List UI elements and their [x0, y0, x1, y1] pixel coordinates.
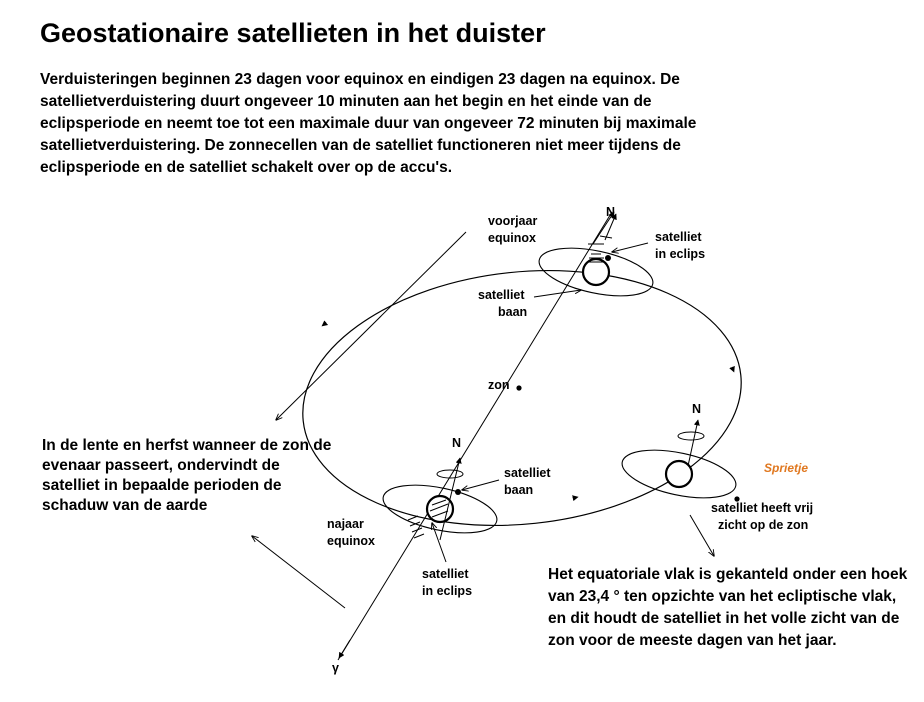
aries-symbol: γ: [332, 661, 339, 675]
orbit-direction-arrow: [322, 315, 336, 326]
orbit-direction-arrow: [726, 352, 734, 372]
spring-equinox-label: equinox: [488, 231, 536, 245]
orbit-label-bottom: baan: [504, 483, 534, 497]
note-left: In de lente en herfst wanneer de zon de evenaar passeert, ondervindt de satelliet in bepaalde perioden de schaduw van de aarde: [42, 437, 332, 514]
eclipse-label-top: satelliet: [655, 230, 702, 244]
page-title: Geostationaire satellieten in het duister: [40, 18, 546, 48]
orbit-label-top: satelliet: [478, 288, 525, 302]
autumn-equinox-label: najaar: [327, 517, 364, 531]
orbit-direction-arrow: [560, 497, 578, 501]
intro-paragraph: Verduisteringen beginnen 23 dagen voor equinox en eindigen 23 dagen na equinox. De satellietverduistering duurt ongeveer 10 minuten aan het begin en het einde van de eclipsperiode en neemt toe tot een maximale duur van ongeveer 72 minuten bij maximale satellietverduistering. De zonnecellen van de satelliet functioneren niet meer tijdens de eclipsperiode en de satelliet schakelt over op de accu's.: [40, 71, 697, 176]
free-view-label: satelliet heeft vrij: [711, 501, 814, 515]
eclipse-label-bottom: in eclips: [422, 584, 473, 598]
spring-equinox-label: voorjaar: [488, 214, 538, 228]
sun-dot: [516, 385, 521, 390]
earth-autumn: [379, 470, 501, 542]
credit-label: Sprietje: [764, 461, 809, 475]
free-view-label: zicht op de zon: [718, 518, 809, 532]
earth-solstice: [618, 432, 740, 507]
orbit-label-bottom: satelliet: [504, 466, 551, 480]
note-right: Het equatoriale vlak is gekanteld onder een hoek van 23,4 ° ten opzichte van het ecliptische vlak, en dit houdt de satelliet in het volle zicht van de zon voor de meeste dagen van het jaar.: [548, 566, 908, 649]
north-label: N: [606, 205, 616, 219]
north-label: N: [452, 436, 462, 450]
sun-label: zon: [488, 378, 510, 392]
eclipse-label-top: in eclips: [655, 247, 706, 261]
eclipse-label-bottom: satelliet: [422, 567, 469, 581]
autumn-equinox-label: equinox: [327, 534, 375, 548]
north-label: N: [692, 402, 702, 416]
orbit-label-top: baan: [498, 305, 528, 319]
